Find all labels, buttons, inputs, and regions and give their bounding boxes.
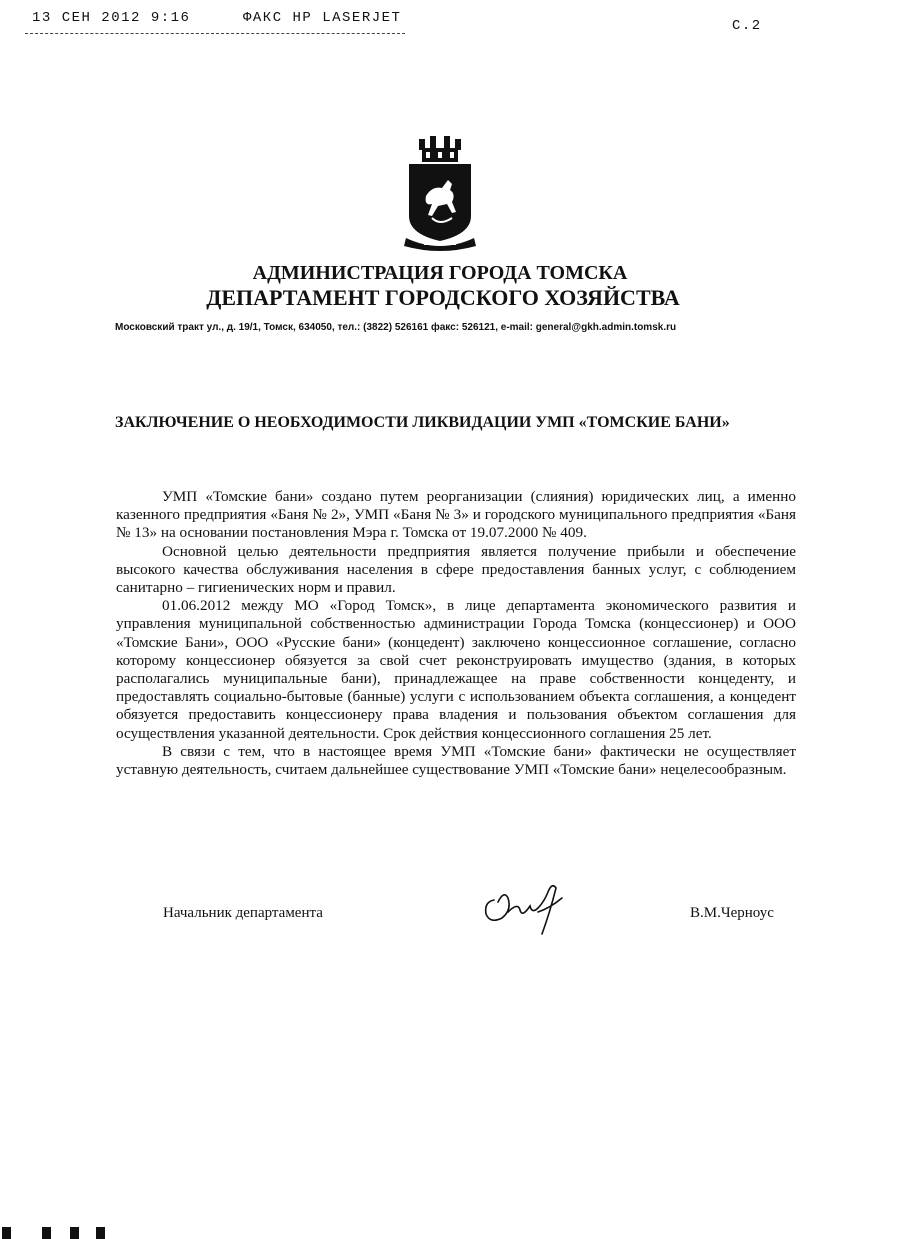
document-title: ЗАКЛЮЧЕНИЕ О НЕОБХОДИМОСТИ ЛИКВИДАЦИИ УМП «ТОМСКИЕ БАНИ» [115,414,730,431]
signer-role: Начальник департамента [163,905,323,921]
fax-device-label: ФАКС HP LASERJET [243,10,402,26]
fax-header-rule [25,33,405,34]
document-body [116,488,796,779]
department-name: ДЕПАРТАМЕНТ ГОРОДСКОГО ХОЗЯЙСТВА [206,285,680,310]
paragraph: УМП «Томские бани» создано путем реорганизации (слияния) юридических лиц, а именно казенного предприятия «Баня № 2», УМП «Баня № 3» и городского муниципального предприятия «Баня № 13» на основании постановления Мэра г. Томска от 19.07.2000 № 409. [116,488,796,542]
paragraph: 01.06.2012 между МО «Город Томск», в лице департамента экономического развития и управления муниципальной собственностью администрации Города Томска (концессионер) и ООО «Томские Бани», ООО «Русские бани» (концедент) заключено концессионное соглашение, согласно которому концессионер обязуется за свой счет реконструировать имущество (здания, в которых располагались муниципальные бани), принадлежащее на праве собственности концеденту, и предоставлять социально-бытовые (банные) услуги с использованием объекта соглашения, а концедент обязуется предоставить концессионеру права владения и пользования объектом соглашения для осуществления указанной деятельности. Срок действия концессионного соглашения 25 лет. [116,597,796,742]
fax-page-number: С.2 [732,18,762,34]
fax-datetime: 13 СЕН 2012 9:16 [32,10,191,26]
scan-edge-mark [96,1227,105,1239]
paragraph: В связи с тем, что в настоящее время УМП «Томские бани» фактически не осуществляет уставную деятельность, считаем дальнейшее существование УМП «Томские бани» нецелесообразным. [116,742,796,779]
tomsk-coat-of-arms-icon [402,134,478,252]
paragraph: Основной целью деятельности предприятия является получение прибыли и обеспечение высокого качества обслуживания населения в сфере предоставления банных услуг, с соблюдением санитарно – гигиенических норм и правил. [116,542,796,597]
scan-edge-mark [70,1227,79,1239]
scan-edge-mark [2,1227,11,1239]
signer-name: В.М.Черноус [690,905,774,921]
scan-edge-mark [42,1227,51,1239]
organization-name: АДМИНИСТРАЦИЯ ГОРОДА ТОМСКА [252,262,628,284]
fax-header [0,10,900,40]
organization-address: Московский тракт ул., д. 19/1, Томск, 634050, тел.: (3822) 526161 факс: 526121, e-mail: general@gkh.admin.tomsk.ru [115,322,677,333]
handwritten-signature [478,872,570,942]
